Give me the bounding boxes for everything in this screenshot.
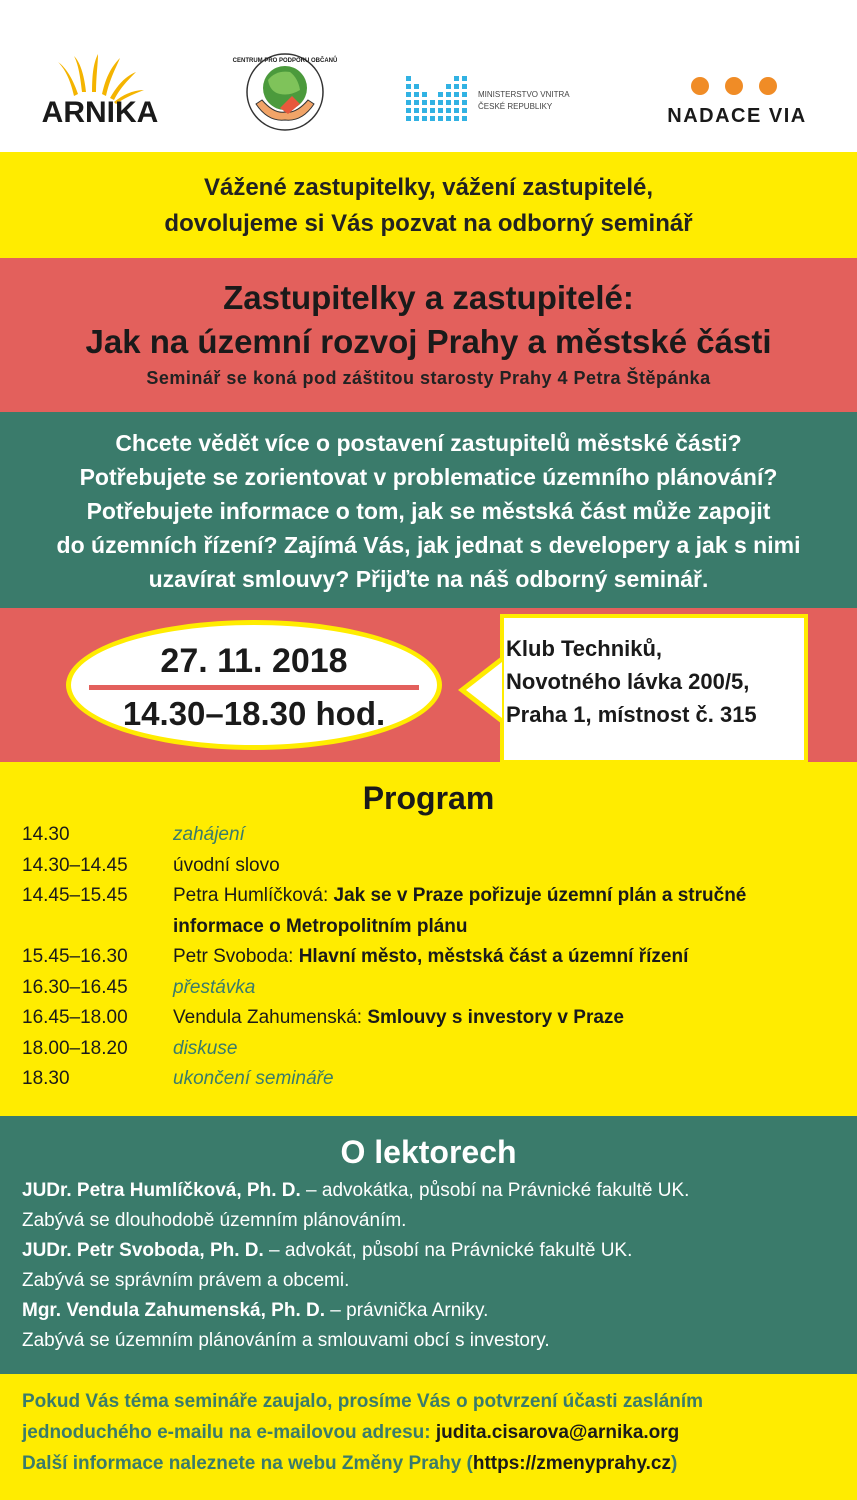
lectors-heading: O lektorech	[340, 1134, 517, 1170]
program-activity: ukončení semináře	[173, 1068, 334, 1089]
lector-line	[0, 1326, 857, 1356]
lector-name: Mgr. Vendula Zahumenská, Ph. D.	[22, 1300, 326, 1321]
footer-line3-end: )	[671, 1453, 678, 1474]
footer-section	[0, 1374, 857, 1500]
logo-bar	[0, 0, 857, 152]
footer-line3	[0, 1448, 857, 1479]
program-topic: Jak se v Praze pořizuje územní plán a stručné	[333, 885, 747, 906]
intro-line2: dovolujeme si Vás pozvat na odborný seminář	[164, 210, 693, 237]
program-speaker: Petra Humlíčková:	[173, 885, 334, 906]
footer-line2	[0, 1417, 857, 1448]
question-line: Potřebujete se zorientovat v problematice územního plánování?	[79, 464, 778, 490]
lector-description: – právnička Arniky.	[325, 1300, 489, 1321]
program-item	[173, 820, 833, 850]
question-line: do územních řízení? Zajímá Vás, jak jednat s developery a jak s nimi	[56, 532, 801, 558]
program-time: 15.45–16.30	[22, 946, 128, 967]
lector-name: JUDr. Petr Svoboda, Ph. D.	[22, 1240, 264, 1261]
program-item	[173, 912, 833, 942]
nadace-via-text: NADACE VIA	[667, 105, 807, 127]
venue-line: Novotného lávka 200/5,	[506, 669, 750, 694]
question-line: uzavírat smlouvy? Přijďte na náš odborný seminář.	[148, 566, 709, 592]
footer-line1: Pokud Vás téma semináře zaujalo, prosíme Vás o potvrzení účasti zasláním	[22, 1391, 704, 1412]
footer-line2-text: jednoduchého e-mailu na e-mailovou adresu:	[22, 1422, 436, 1443]
program-topic: Hlavní město, městská část a územní řízení	[298, 946, 689, 967]
program-item	[173, 1003, 833, 1033]
program-item	[173, 881, 833, 911]
program-speaker: Vendula Zahumenská:	[173, 1007, 368, 1028]
questions-section	[0, 412, 857, 608]
program-time: 16.30–16.45	[22, 976, 128, 998]
program-time: 14.30–14.45	[22, 854, 128, 876]
program-speaker: Petr Svoboda:	[173, 946, 299, 967]
program-item	[173, 1064, 833, 1094]
contact-email-link[interactable]: judita.cisarova@arnika.org	[435, 1422, 680, 1443]
program-speaker: úvodní slovo	[173, 854, 280, 876]
question-line: Potřebujete informace o tom, jak se městská část může zapojit	[86, 498, 771, 524]
title-line2: Jak na územní rozvoj Prahy a městské části	[85, 323, 772, 360]
program-item	[173, 973, 833, 1003]
arnika-logo-text: ARNIKA	[41, 96, 159, 129]
nadace-via-logo	[667, 77, 806, 127]
date-time-ellipse	[66, 620, 442, 750]
program-item	[173, 851, 833, 881]
event-time: 14.30–18.30 hod.	[122, 695, 386, 732]
lector-line	[0, 1176, 857, 1206]
centrum-logo-text: CENTRUM PRO PODPORU OBČANŮ	[232, 58, 338, 64]
lector-line	[0, 1236, 857, 1266]
ministerstvo-line1: MINISTERSTVO VNITRA	[478, 90, 570, 99]
lectors-section	[0, 1116, 857, 1374]
logos-svg	[0, 0, 857, 152]
lectors-list	[0, 1176, 857, 1356]
program-activity: přestávka	[173, 976, 256, 998]
venue-line: Praha 1, místnost č. 315	[506, 702, 757, 727]
lector-line	[0, 1206, 857, 1236]
program-topic: Smlouvy s investory v Praze	[367, 1007, 624, 1028]
program-time: 18.30	[22, 1068, 70, 1089]
program-activity: zahájení	[173, 824, 245, 845]
arnika-logo	[42, 54, 159, 129]
program-topic: informace o Metropolitním plánu	[173, 915, 468, 937]
ministerstvo-line2: ČESKÉ REPUBLIKY	[478, 102, 553, 111]
program-time: 18.00–18.20	[22, 1037, 128, 1059]
ministerstvo-logo	[406, 76, 570, 121]
lector-line	[0, 1296, 857, 1326]
lector-description: Zabývá se územním plánováním a smlouvami obcí s investory.	[22, 1330, 550, 1351]
program-activity: diskuse	[173, 1037, 238, 1059]
program-time: 16.45–18.00	[22, 1007, 128, 1028]
lector-description: Zabývá se dlouhodobě územním plánováním.	[22, 1210, 407, 1231]
title-line1: Zastupitelky a zastupitelé:	[223, 279, 634, 316]
program-time: 14.45–15.45	[22, 885, 128, 906]
program-heading: Program	[362, 780, 495, 816]
footer-line3-text: Další informace naleznete na webu Změny Prahy (	[22, 1453, 473, 1474]
date-divider	[89, 685, 419, 690]
lector-description: – advokát, působí na Právnické fakultě UK.	[263, 1240, 633, 1261]
title-subtitle: Seminář se koná pod záštitou starosty Prahy 4 Petra Štěpánka	[146, 368, 711, 388]
venue-bubble	[500, 614, 808, 764]
intro-line1: Vážené zastupitelky, vážení zastupitelé,	[203, 174, 654, 201]
venue-bubble-tail-inner	[466, 662, 502, 718]
program-time: 14.30	[22, 824, 70, 845]
program-item	[173, 1034, 833, 1064]
venue-line: Klub Techniků,	[506, 636, 663, 661]
centrum-logo	[233, 54, 338, 130]
program-item	[173, 942, 833, 972]
event-date: 27. 11. 2018	[160, 642, 348, 680]
program-section	[0, 762, 857, 1116]
lector-description: Zabývá se správním právem a obcemi.	[22, 1270, 350, 1291]
lector-name: JUDr. Petra Humlíčková, Ph. D.	[22, 1180, 301, 1201]
question-line: Chcete vědět více o postavení zastupitelů městské části?	[115, 430, 742, 456]
title-section	[0, 258, 857, 412]
intro-section	[0, 152, 857, 258]
lector-description: – advokátka, působí na Právnické fakultě UK.	[300, 1180, 690, 1201]
website-link[interactable]: https://zmenyprahy.cz	[472, 1453, 672, 1474]
lector-line	[0, 1266, 857, 1296]
